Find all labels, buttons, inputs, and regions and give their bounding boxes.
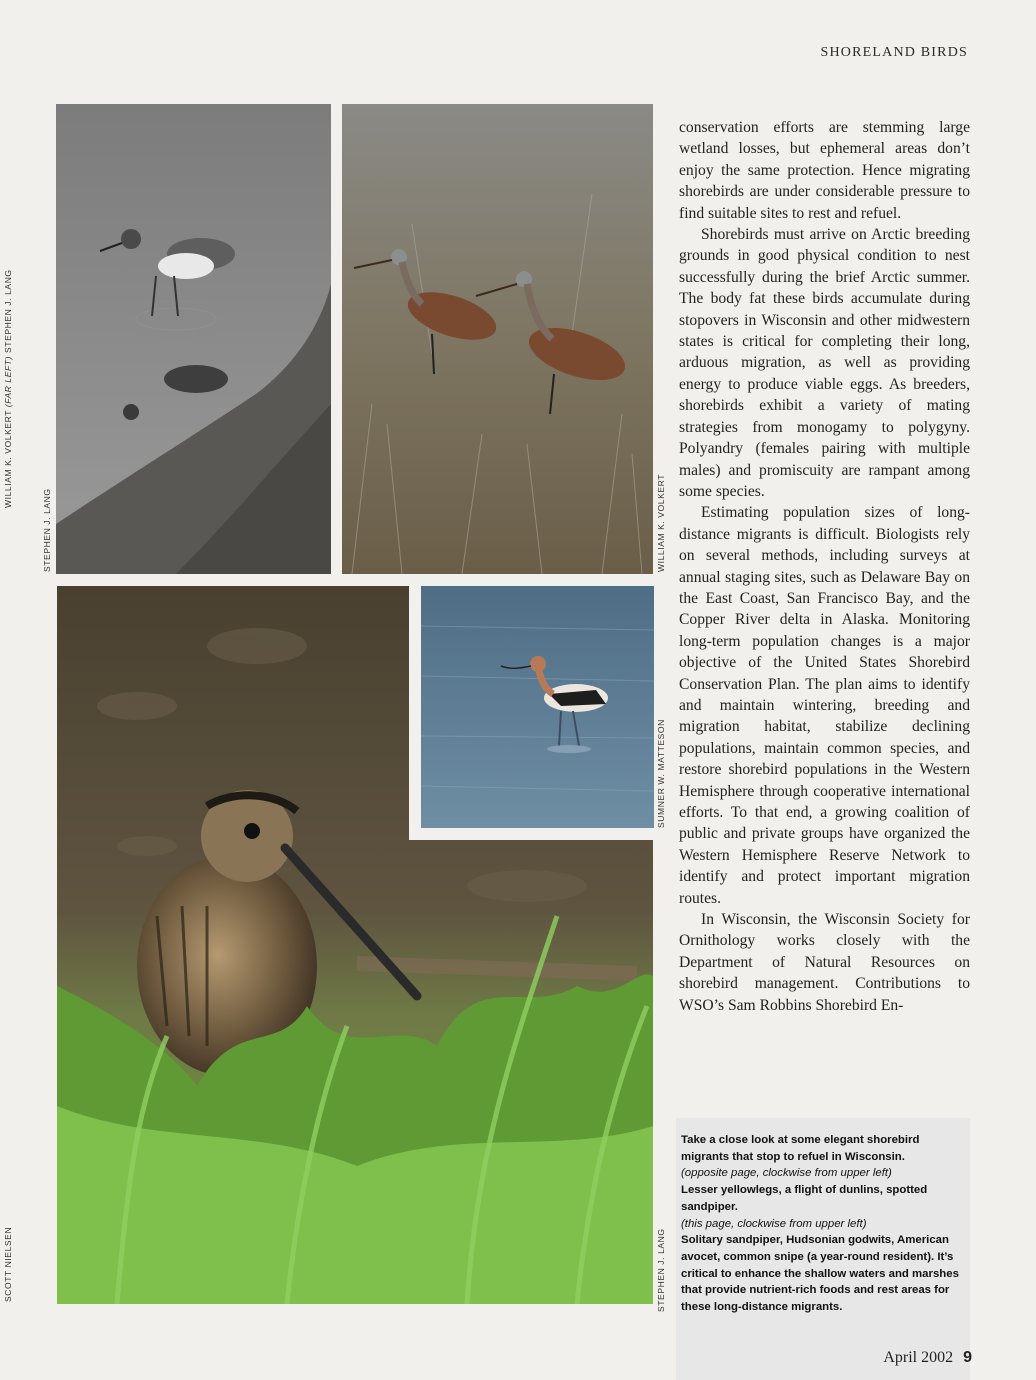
gutter-photo-credit: WILLIAM K. VOLKERT (FAR LEFT) STEPHEN J. LANG: [3, 269, 13, 508]
article-paragraph: In Wisconsin, the Wisconsin Society for Ornithology works closely with the Department of Natural Resources on shorebird management. Contributions to WSO’s Sam Robbins Shorebird En-: [679, 911, 970, 1014]
photo-hudsonian-godwits: [342, 104, 653, 574]
godwits-photo-credit: WILLIAM K. VOLKERT: [656, 473, 666, 572]
section-header: SHORELAND BIRDS: [820, 45, 968, 60]
sandpiper-photo-credit: STEPHEN J. LANG: [42, 488, 52, 572]
article-paragraph: conservation efforts are stemming large wetland losses, but ephemeral areas don’t enjoy the same protection. Hence migrating shorebirds are under considerable pressure to find suitable sites to rest and refuel.: [679, 119, 970, 222]
caption-intro: Take a close look at some elegant shorebird migrants that stop to refuel in Wisconsin.: [681, 1134, 920, 1163]
caption-panel: [676, 1118, 970, 1380]
photo-solitary-sandpiper: [56, 104, 331, 574]
article-paragraph: Shorebirds must arrive on Arctic breeding grounds in good physical condition to nest successfully during the brief Arctic summer. The body fat these birds accumulate during stopovers in Wisconsin and other midwestern states is critical for completing their long, arduous migration, as well as providing energy to produce viable eggs. As breeders, shorebirds exhibit a variety of mating strategies from monogamy to polygyny. Polyandry (females pairing with multiple males) and promiscuity are rampant among some species.: [679, 226, 970, 500]
photo-american-avocet: [409, 578, 661, 840]
avocet-photo-credit: SUMNER W. MATTESON: [656, 719, 666, 828]
caption-opposite-label: (opposite page, clockwise from upper left): [681, 1167, 892, 1180]
caption-opposite-list: Lesser yellowlegs, a flight of dunlins, spotted sandpiper.: [681, 1184, 928, 1213]
page-footer: [883, 1349, 972, 1367]
caption-this-label: (this page, clockwise from upper left): [681, 1217, 867, 1230]
issue-date: April 2002: [883, 1349, 954, 1366]
snipe-photo-credit-left: SCOTT NIELSEN: [3, 1226, 13, 1302]
photo-caption: [681, 1132, 966, 1316]
caption-this-list: Solitary sandpiper, Hudsonian godwits, American avocet, common snipe (a year-round resident). It’s critical to enhance the shallow waters and marshes that provide nutrient-rich foods and rest areas for these long-distance migrants.: [681, 1234, 959, 1314]
page-number: 9: [963, 1349, 972, 1366]
article-body: [679, 117, 970, 1016]
article-paragraph: Estimating population sizes of long-distance migrants is difficult. Biologists rely on several methods, including surveys at annual staging sites, such as Delaware Bay on the East Coast, San Francisco Bay, and the Copper River delta in Alaska. Monitoring long-term population changes is a major objective of the United States Shorebird Conservation Plan. The plan aims to identify and maintain wintering, breeding and migration habitat, stabilize declining populations, maintain common species, and restore shorebird populations in the Western Hemisphere through cooperative international efforts. To that end, a growing coalition of public and private groups have organized the Western Hemisphere Reserve Network to identify and protect important migration routes.: [679, 504, 970, 907]
snipe-photo-credit-right: STEPHEN J. LANG: [656, 1228, 666, 1312]
